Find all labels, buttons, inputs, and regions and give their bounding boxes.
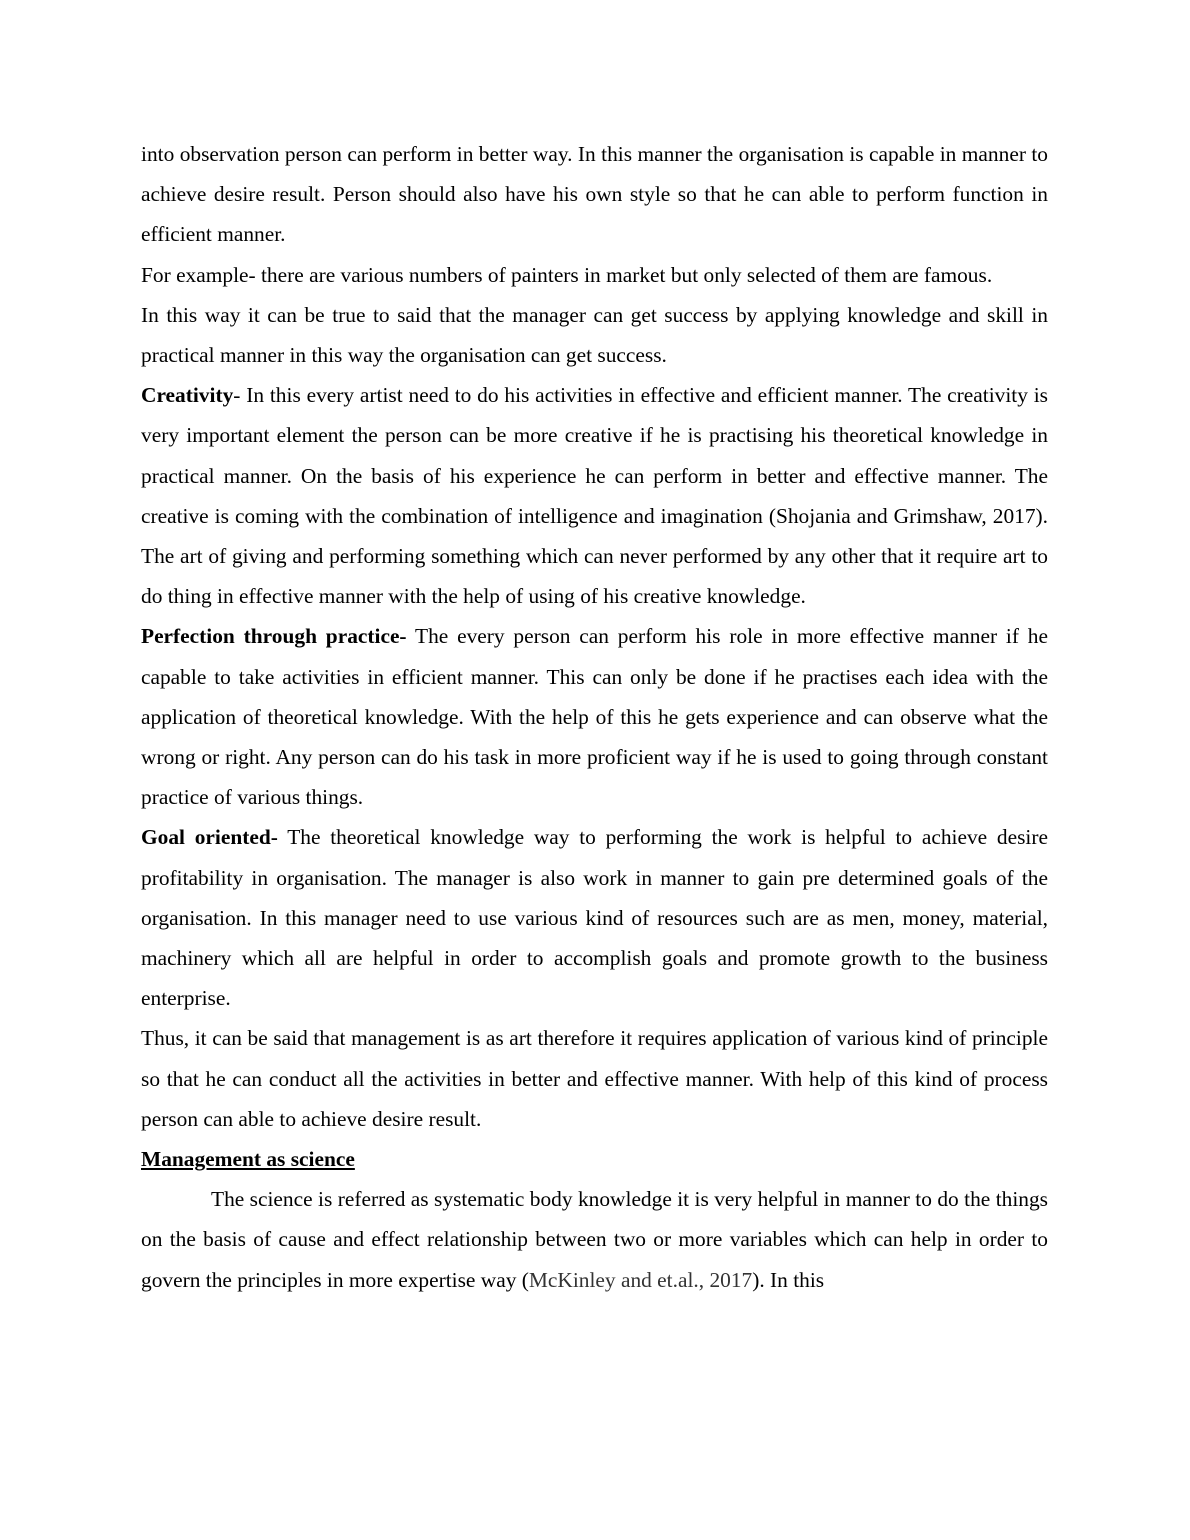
goal-oriented-text: The theoretical knowledge way to performing the work is helpful to achieve desire profitability in organisation. The manager is also work in manner to gain pre determined goals of the organisation. In this manager need to use various kind of resources such are as men, money, material, machinery which all are helpful in order to accomplish goals and promote growth to the business enterprise. bbox=[141, 825, 1048, 1011]
paragraph-example: For example- there are various numbers of painters in market but only selected of them are famous. bbox=[141, 262, 993, 287]
paragraph-success: In this way it can be true to said that the manager can get success by applying knowledge and skill in practical manner in this way the organisation can get success. bbox=[141, 302, 1048, 368]
paragraph-thus: Thus, it can be said that management is as art therefore it requires application of various kind of principle so that he can conduct all the activities in better and effective manner. With help of this kind of process person can able to achieve desire result. bbox=[141, 1026, 1048, 1131]
document-body bbox=[141, 134, 1048, 1300]
paragraph-goal-oriented bbox=[141, 817, 1048, 1018]
creativity-text: - In this every artist need to do his activities in effective and efficient manner. The creativity is very important element the person can be more creative if he is practising his theoretical knowledge in practical manner. On the basis of his experience he can perform in better and effective manner. The creative is coming with the combination of intelligence and imagination (Shojania and Grimshaw, 2017). The art of giving and performing something which can never performed by any other that it require art to do thing in effective manner with the help of using of his creative knowledge. bbox=[141, 383, 1048, 609]
paragraph-observation: into observation person can perform in better way. In this manner the organisation is capable in manner to achieve desire result. Person should also have his own style so that he can able to perform function in efficient manner. bbox=[141, 142, 1048, 247]
paragraph-perfection bbox=[141, 616, 1048, 817]
science-citation: McKinley and et.al., 2017 bbox=[528, 1267, 753, 1292]
science-text-before: The science is referred as systematic body knowledge it is very helpful in manner to do the things on the basis of cause and effect relationship between two or more variables which can help in order to govern the principles in more expertise way ( bbox=[141, 1187, 1048, 1292]
paragraph-creativity bbox=[141, 375, 1048, 616]
section-heading-management-as-science: Management as science bbox=[141, 1147, 355, 1172]
creativity-label: Creativity bbox=[141, 383, 234, 408]
perfection-label: Perfection through practice- bbox=[141, 624, 407, 649]
goal-oriented-label: Goal oriented- bbox=[141, 825, 278, 850]
science-text-after: ). In this bbox=[752, 1267, 825, 1292]
paragraph-science bbox=[141, 1179, 1048, 1300]
perfection-text: The every person can perform his role in more effective manner if he capable to take activities in efficient manner. This can only be done if he practises each idea with the application of theoretical knowledge. With the help of this he gets experience and can observe what the wrong or right. Any person can do his task in more proficient way if he is used to going through constant practice of various things. bbox=[141, 624, 1048, 810]
